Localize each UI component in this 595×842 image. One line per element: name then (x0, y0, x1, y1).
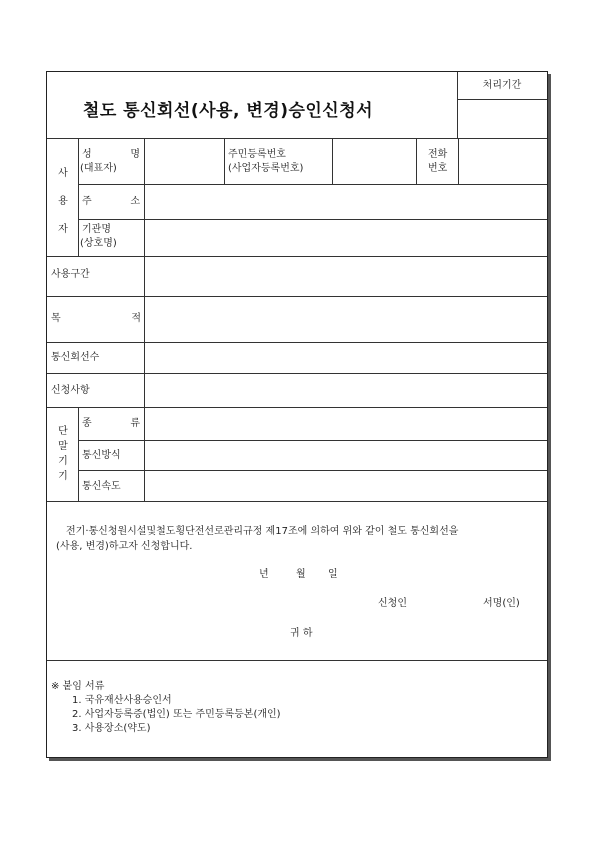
date-day-label: 일 (328, 569, 338, 580)
terminal-label-col (78, 407, 79, 501)
phone-label-col-left (416, 138, 417, 184)
row-divider-applicant-end (47, 256, 547, 257)
phone-label-1: 전화 (428, 149, 448, 160)
usage-section-label: 사용구간 (51, 269, 90, 280)
phone-label-2: 번호 (428, 163, 448, 174)
line-count-label: 통신회선수 (51, 352, 100, 363)
id-sub-label: (사업자등록번호) (228, 163, 304, 174)
date-year-label: 년 (259, 569, 269, 580)
terminal-char-3: 기 (58, 456, 68, 467)
type-label-char-1: 종 (82, 418, 92, 429)
row-divider-request (47, 407, 547, 408)
form-shadow-bottom (49, 758, 551, 761)
terminal-char-2: 말 (58, 441, 68, 452)
row-divider-lines (47, 373, 547, 374)
purpose-label-char-2: 적 (131, 313, 141, 324)
applicant-section-label (56, 160, 70, 244)
type-label-char-2: 류 (130, 418, 140, 429)
date-month-label: 월 (296, 569, 306, 580)
id-label: 주민등록번호 (228, 149, 286, 160)
signature-label: 서명(인) (483, 598, 520, 609)
row-divider-usage (47, 296, 547, 297)
processing-period-label: 처리기간 (482, 80, 522, 91)
name-label (82, 148, 140, 162)
declaration-line-2: (사용, 변경)하고자 신청합니다. (56, 541, 193, 552)
attachments-header: ※ 붙임 서류 (51, 681, 105, 692)
applicant-char-3: 자 (58, 224, 68, 235)
row-divider-purpose (47, 342, 547, 343)
id-label-col-left (224, 138, 225, 184)
terminal-section-label (56, 424, 70, 484)
request-items-label: 신청사항 (51, 385, 90, 396)
row-divider-name (78, 184, 547, 185)
mid-field-col (144, 256, 145, 407)
row-divider-type (78, 440, 547, 441)
speed-label: 통신속도 (82, 481, 121, 492)
method-label: 통신방식 (82, 450, 121, 461)
phone-label-col-right (458, 138, 459, 184)
name-label-char-2: 명 (130, 149, 140, 160)
terminal-field-col (144, 407, 145, 501)
declaration-line-1: 전기·통신청원시설및철도횡단전선로관리규정 제17조에 의하여 위와 같이 철도 통신회선을 (66, 526, 459, 537)
name-label-char-1: 성 (82, 149, 92, 160)
applicant-char-1: 사 (58, 168, 68, 179)
row-divider-method (78, 470, 547, 471)
form-title: 철도 통신회선(사용, 변경)승인신청서 (82, 101, 374, 121)
form-shadow-right (548, 74, 551, 761)
row-divider-address (78, 219, 547, 220)
purpose-label (51, 312, 141, 326)
processing-period-split (457, 99, 547, 100)
applicant-label-col (78, 138, 79, 256)
terminal-char-4: 기 (58, 471, 68, 482)
header-divider (47, 138, 547, 139)
org-sub-label: (상호명) (80, 238, 117, 249)
address-label (82, 195, 140, 209)
attachment-item-3: 3. 사용장소(약도) (72, 723, 151, 734)
name-sub-label: (대표자) (80, 163, 117, 174)
applicant-field-col (144, 138, 145, 256)
terminal-char-1: 단 (58, 426, 68, 437)
address-label-char-1: 주 (82, 196, 92, 207)
attachment-item-2: 2. 사업자등록증(법인) 또는 주민등록등본(개인) (72, 709, 281, 720)
id-label-col-right (332, 138, 333, 184)
addressee-label: 귀 하 (290, 628, 313, 639)
address-label-char-2: 소 (130, 196, 140, 207)
row-divider-terminal-end (47, 501, 547, 502)
purpose-label-char-1: 목 (51, 313, 61, 324)
type-label (82, 417, 140, 431)
org-label: 기관명 (82, 224, 111, 235)
applicant-signature-label: 신청인 (378, 598, 407, 609)
attachment-item-1: 1. 국유재산사용승인서 (72, 695, 172, 706)
attachments-divider (47, 660, 547, 661)
applicant-char-2: 용 (58, 196, 68, 207)
